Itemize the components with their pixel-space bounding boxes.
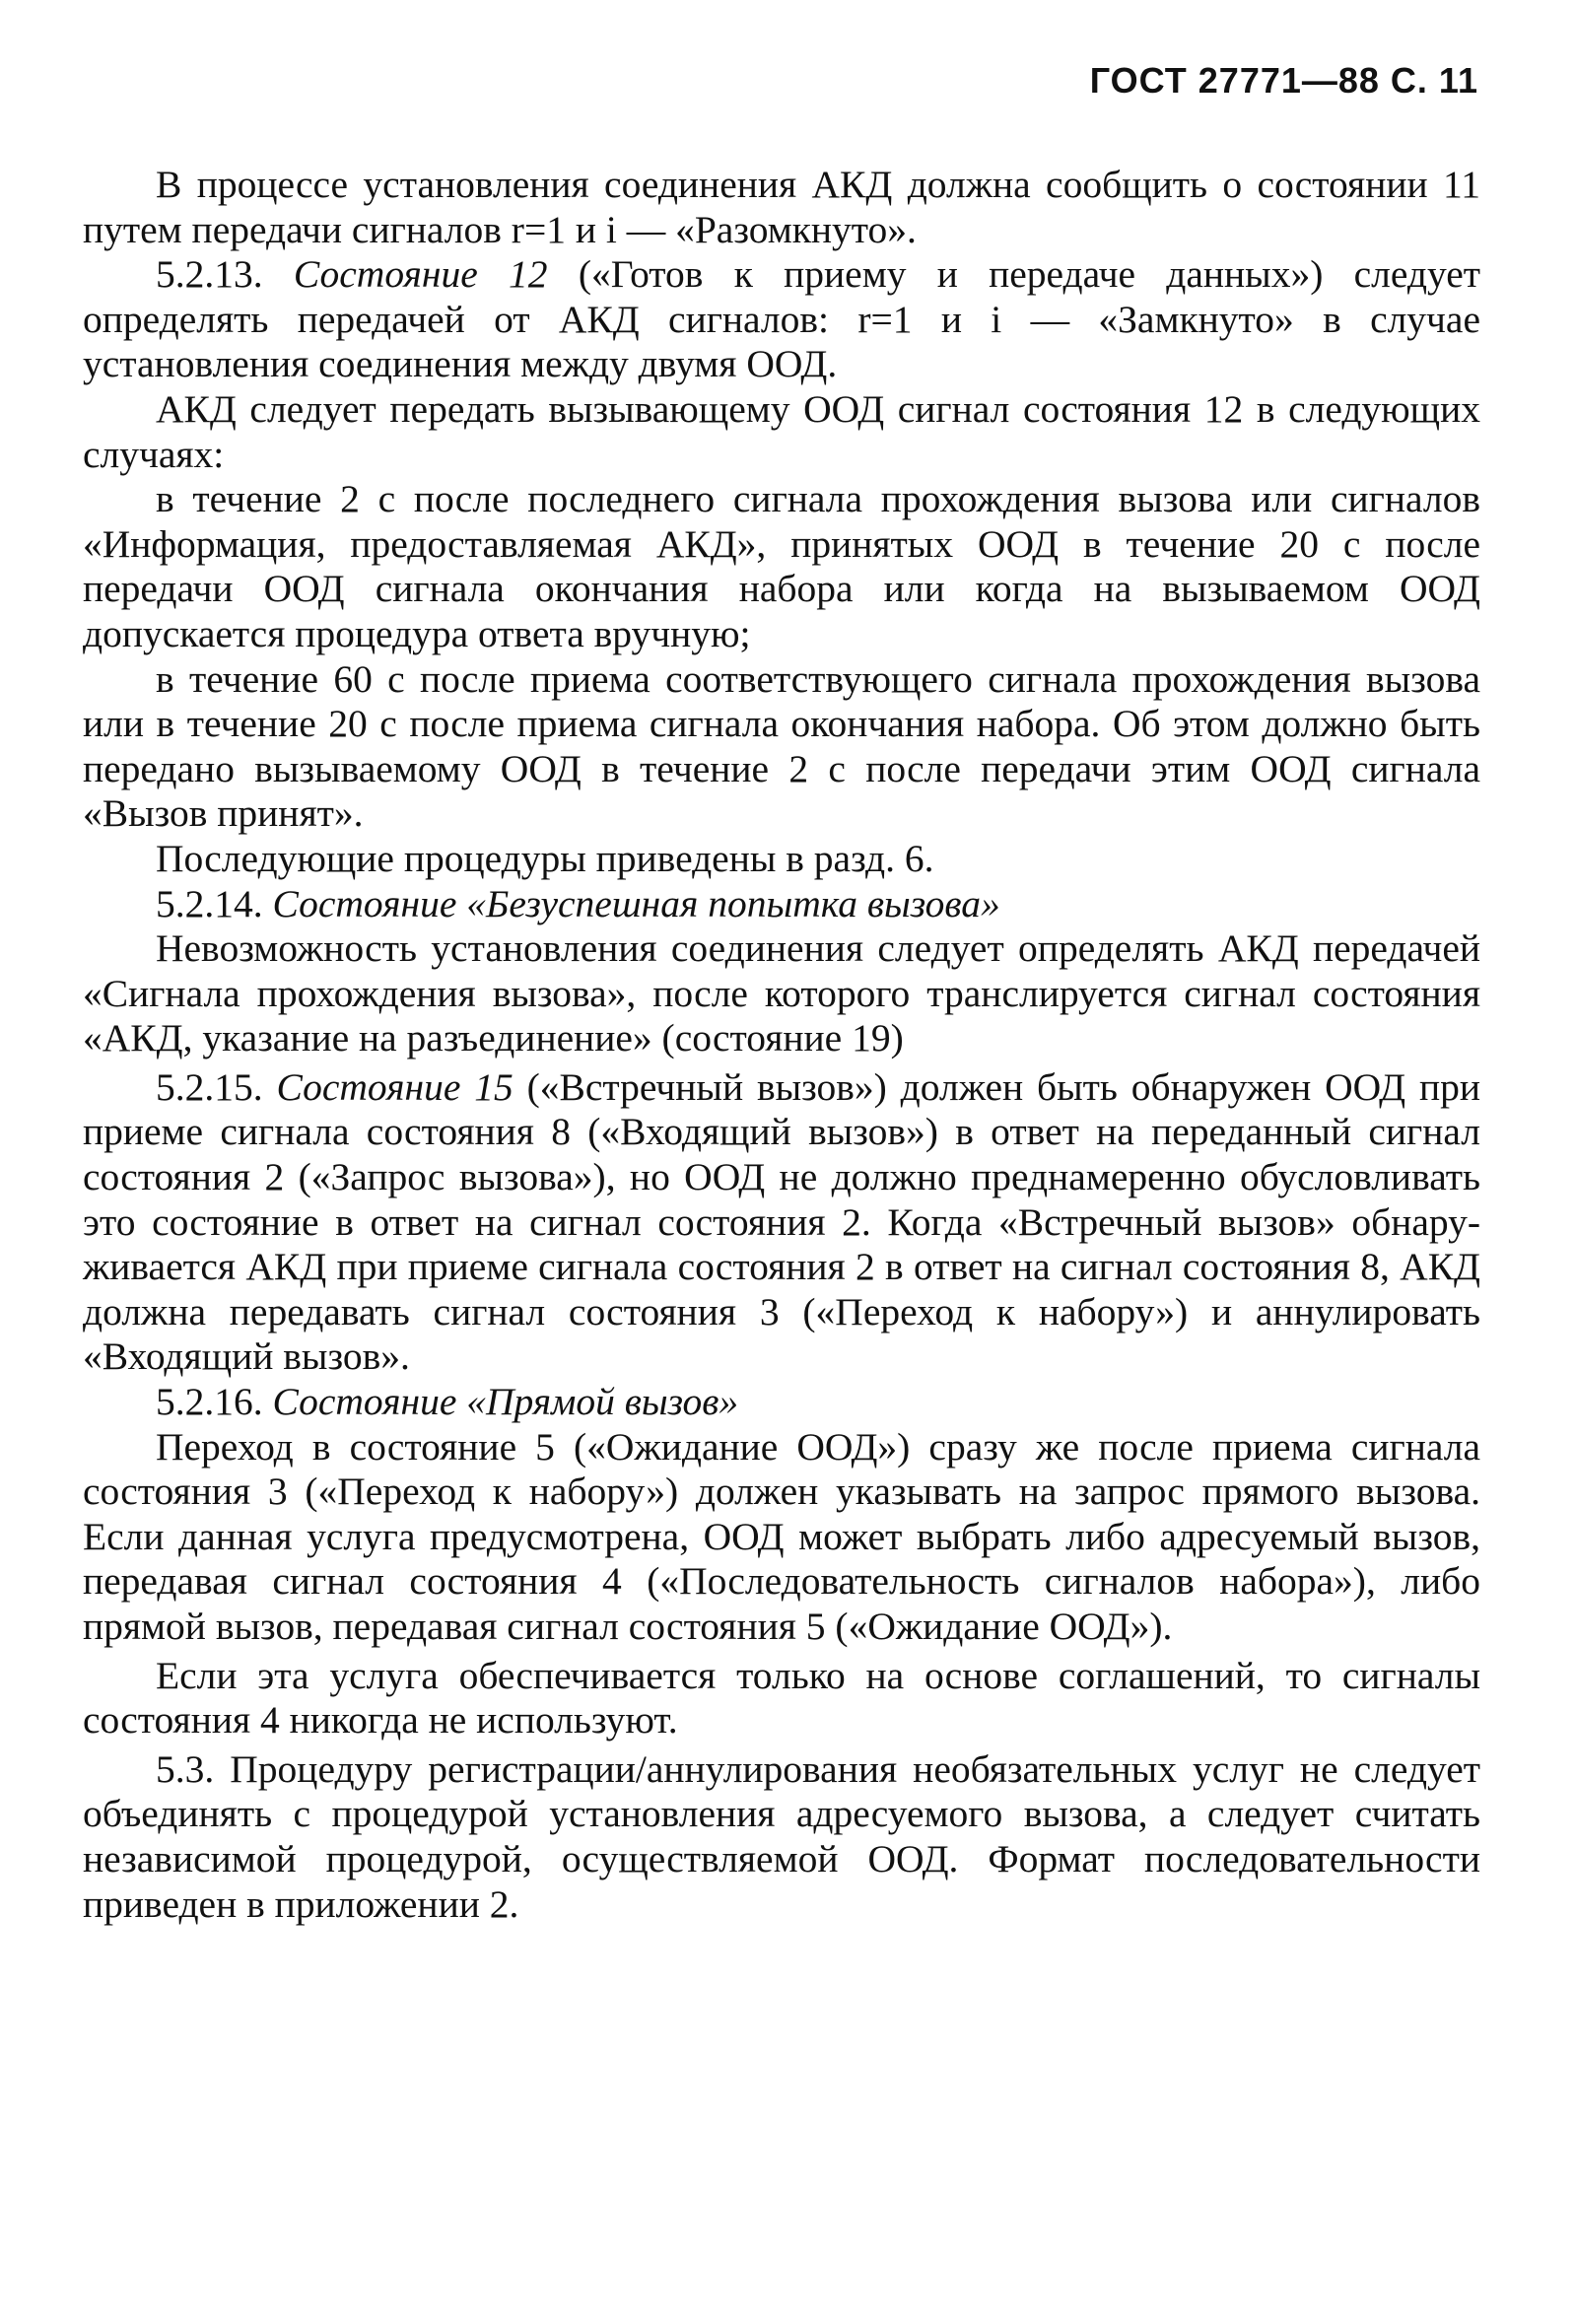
clause-heading: Состояние 12 bbox=[293, 252, 548, 297]
paragraph-5-2-13 bbox=[83, 252, 1480, 387]
paragraph-5-2-15 bbox=[83, 1065, 1480, 1380]
clause-text: («Готов к приему и передаче данных») следует определять передачей от АКД сигналов: r=1 и i — «Замкнуто» в случае установления соединения между двумя ООД. bbox=[83, 252, 1480, 386]
paragraph-6 bbox=[83, 837, 1480, 882]
paragraph-1 bbox=[83, 163, 1480, 252]
paragraph-12 bbox=[83, 1654, 1480, 1743]
clause-number: 5.2.13. bbox=[156, 252, 263, 297]
document-body bbox=[83, 163, 1480, 1927]
paragraph-11 bbox=[83, 1425, 1480, 1650]
paragraph-4 bbox=[83, 477, 1480, 656]
clause-text: Процедуру регистрации/аннулирования необязательных услуг не следует объединять с процедурой установления адресуемого вызова, а следует считать независимой процедурой, осуществляемой ООД. Формат последовательности приведен в приложении 2. bbox=[83, 1746, 1481, 1926]
clause-number: 5.3. bbox=[156, 1746, 215, 1791]
paragraph-5-text: в течение 60 с после приема соответствующего сигнала прохождения вызова или в течение 20 с после приема сигнала окончания набора. Об этом должно быть передано вызываемому ООД в течение 2 с после передачи этим ООД сигнала «Вызов принят». bbox=[83, 656, 1480, 836]
paragraph-1-text: В процессе установления соединения АКД должна сообщить о состоянии 11 путем передачи сигналов r=1 и i — «Разомкнуто». bbox=[83, 163, 1480, 251]
paragraph-6-text: Последующие процедуры приведены в разд. 6. bbox=[156, 836, 934, 880]
paragraph-8-text: Невозможность установления соединения следует определять АКД передачей «Сигнала прохождения вызова», после которого транслируется сигнал состояния «АКД, указание на разъединение» (состояние 19) bbox=[83, 926, 1480, 1060]
paragraph-4-text: в течение 2 с после последнего сигнала прохождения вызова или сигналов «Информация, предоставляемая АКД», принятых ООД в течение 20 с после передачи ООД сигнала окончания набора или когда на вызываемом ООД допускается процедура ответа вручную; bbox=[83, 477, 1480, 655]
clause-heading: Состояние «Безуспешная попытка вызова» bbox=[272, 881, 1000, 925]
paragraph-5-2-14 bbox=[83, 882, 1480, 927]
clause-number: 5.2.16. bbox=[156, 1380, 263, 1424]
paragraph-11-text: Переход в состояние 5 («Ожидание ООД») сразу же после приема сигнала состояния 3 («Переход к набору») должен указывать на запрос прямого вызова. Если данная услуга предусмотрена, ООД может выбрать либо адресуемый вызов, передавая сигнал состояния 4 («Последовательность сигналов набора»), либо прямой вызов, передавая сигнал состояния 5 («Ожидание ООД»). bbox=[83, 1424, 1480, 1648]
paragraph-5-3 bbox=[83, 1747, 1480, 1927]
paragraph-3-text: АКД следует передать вызывающему ООД сигнал состояния 12 в следующих случаях: bbox=[83, 386, 1480, 476]
clause-number: 5.2.14. bbox=[156, 881, 263, 925]
clause-heading: Состояние 15 bbox=[276, 1064, 514, 1109]
paragraph-12-text: Если эта услуга обеспечивается только на основе соглашений, то сигналы состояния 4 никогда не используют. bbox=[83, 1653, 1480, 1743]
page-header: ГОСТ 27771—88 С. 11 bbox=[1089, 60, 1478, 101]
paragraph-8 bbox=[83, 926, 1480, 1061]
paragraph-3 bbox=[83, 387, 1480, 477]
clause-heading: Состояние «Прямой вызов» bbox=[272, 1380, 739, 1424]
paragraph-5-2-16 bbox=[83, 1380, 1480, 1425]
clause-text: («Встречный вызов») должен быть обнаружен ООД при приеме сигнала состояния 8 («Входящий вызов») в ответ на переданный сигнал состояния 2 («Запрос вызова»), но ООД не должно преднамеренно обусловливать это состояние в ответ на сигнал состояния 2. Когда «Встречный вызов» обнаруживается АКД при приеме сигнала состояния 2 в ответ на сигнал состояния 8, АКД должна передавать сигнал состояния 3 («Переход к набору») и аннулировать «Входящий вызов». bbox=[83, 1064, 1480, 1379]
clause-number: 5.2.15. bbox=[156, 1064, 263, 1109]
paragraph-5 bbox=[83, 657, 1480, 837]
